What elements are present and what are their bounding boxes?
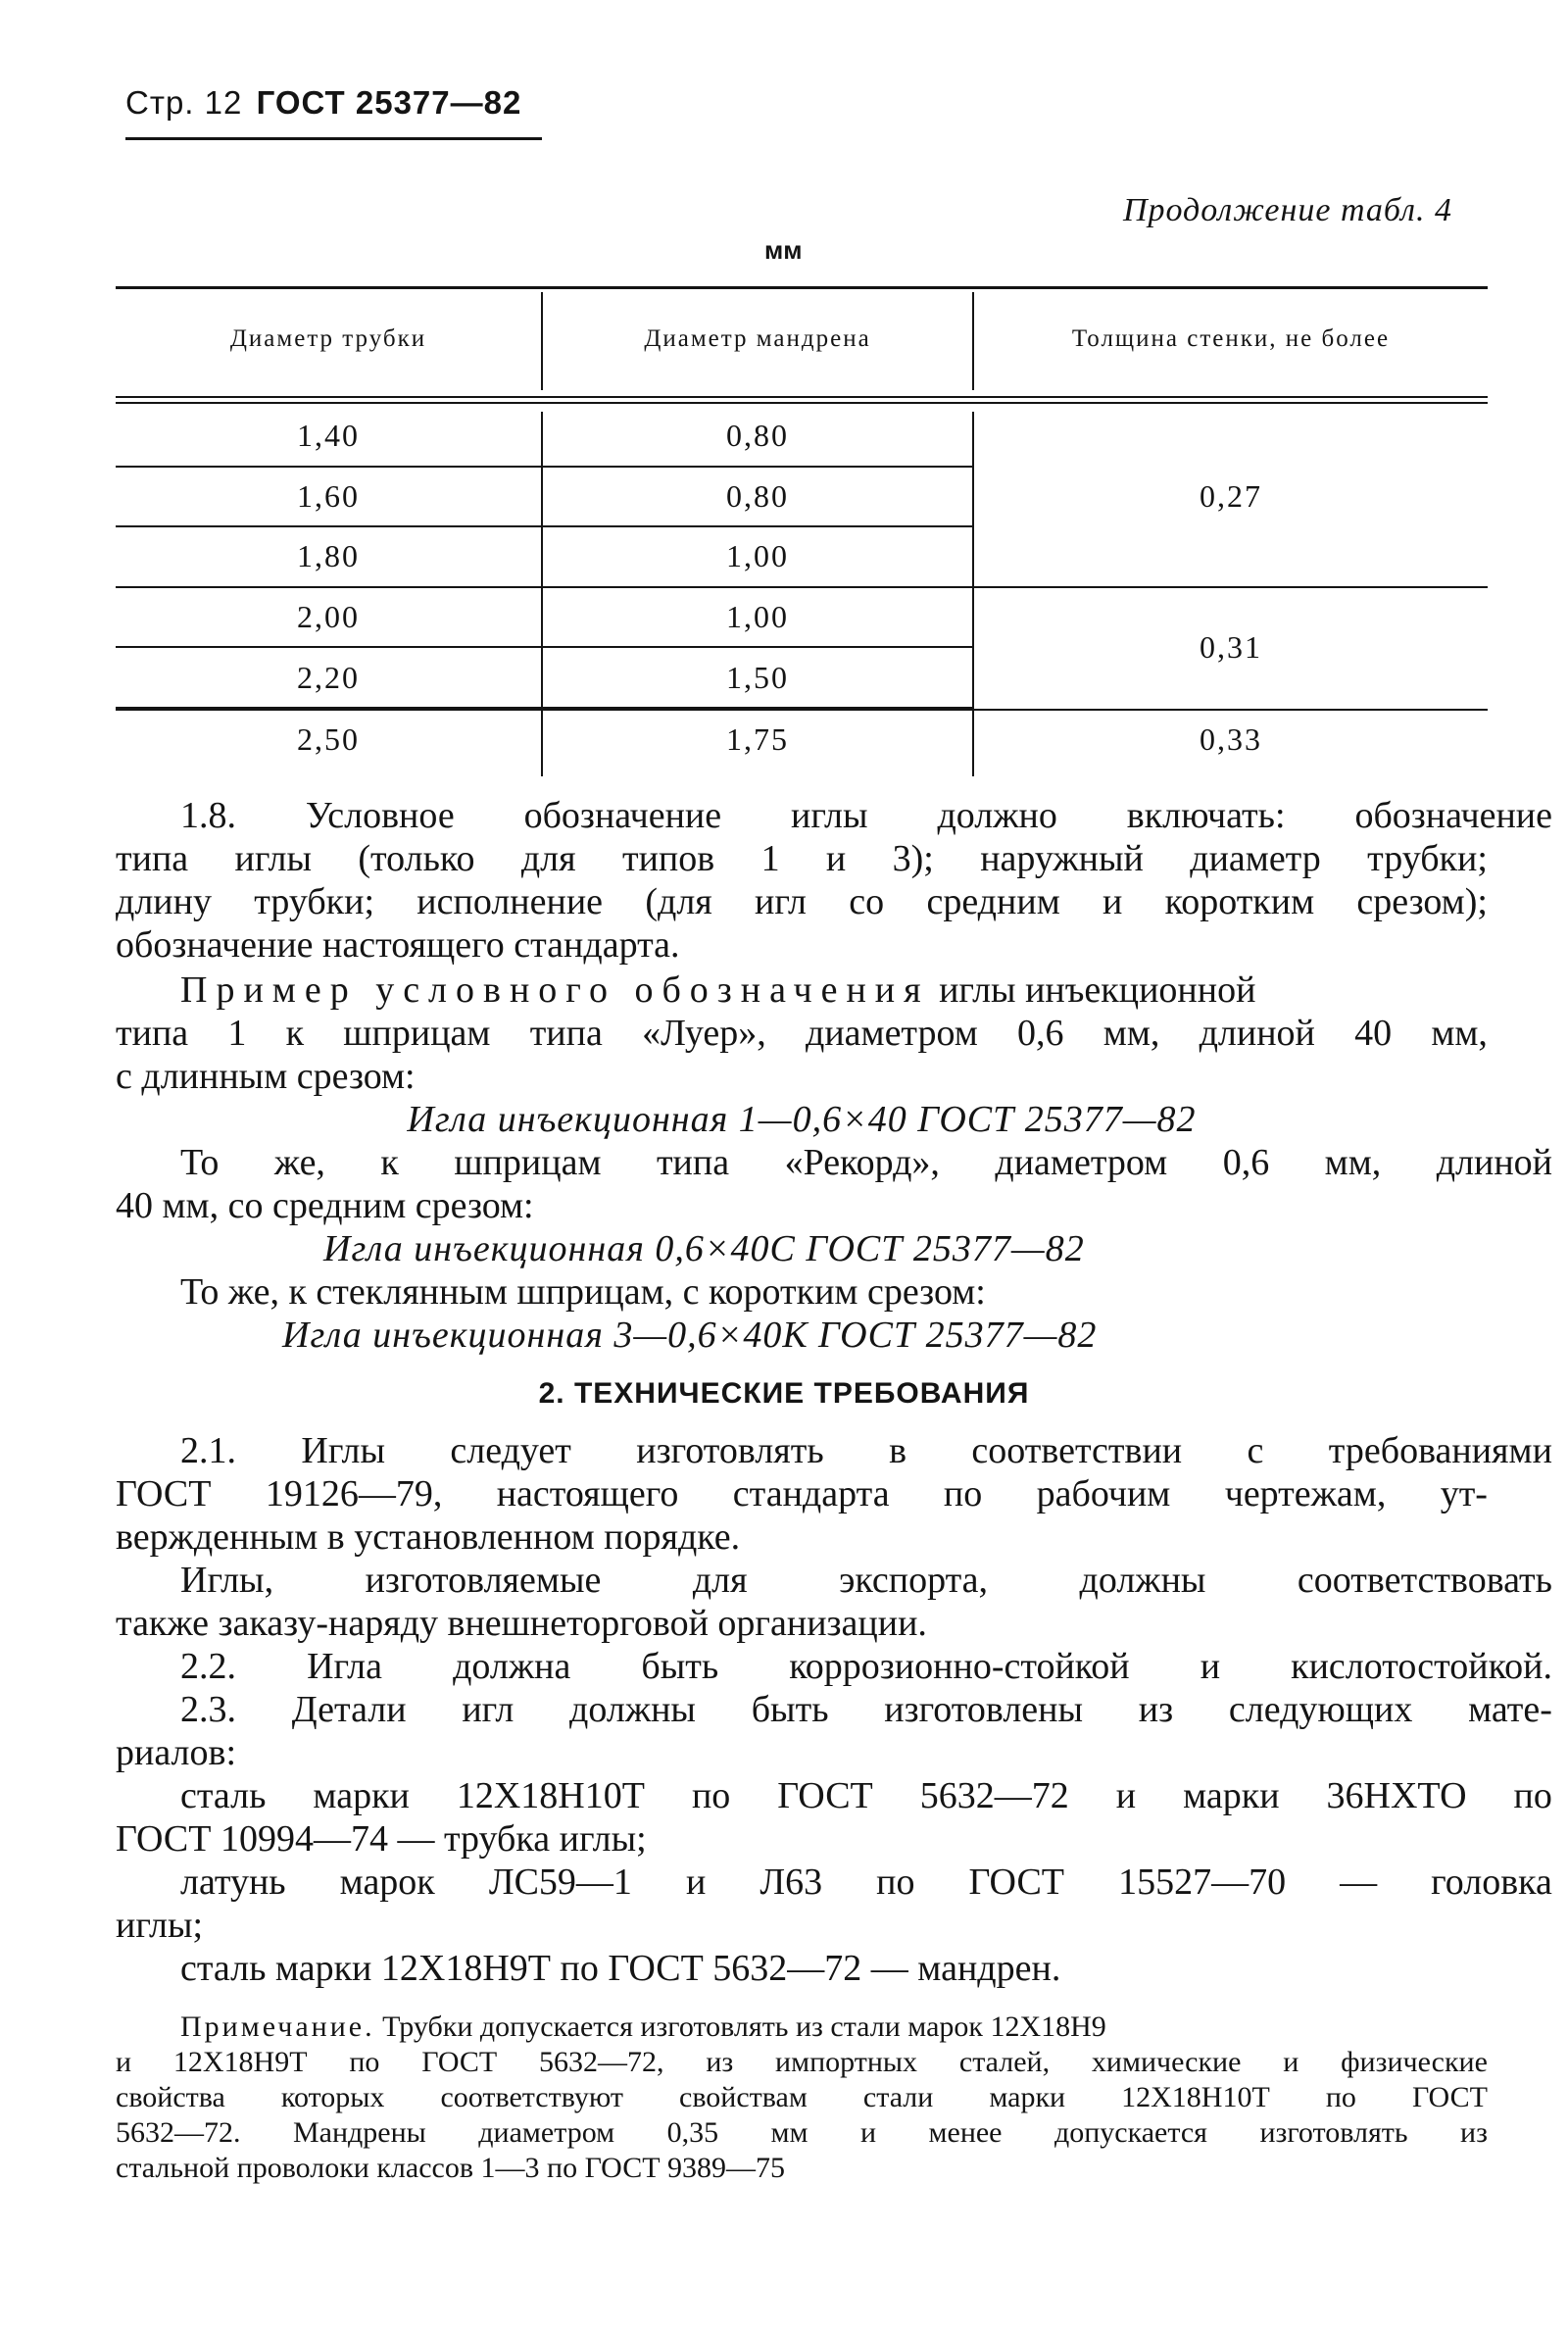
text-line: длину трубки; исполнение (для игл со средним и коротким срезом); bbox=[116, 881, 1488, 922]
text-line: латунь марок ЛС59—1 и Л63 по ГОСТ 15527—70 — головка bbox=[180, 1861, 1552, 1903]
header-underline bbox=[125, 137, 542, 140]
paragraph-1-8 bbox=[116, 794, 1552, 967]
standard-number: ГОСТ 25377—82 bbox=[256, 84, 522, 121]
column-header-tube-diameter: Диаметр трубки bbox=[229, 325, 427, 352]
text-line: с длинным срезом: bbox=[116, 1056, 416, 1097]
text-line: То же, к стеклянным шприцам, с коротким срезом: bbox=[180, 1271, 986, 1313]
note-lead-rest: Трубки допускается изготовлять из стали марок 12Х18Н9 bbox=[382, 2010, 1106, 2043]
table-cell: 2,50 bbox=[297, 721, 360, 757]
text-line: сталь марки 12Х18Н10Т по ГОСТ 5632—72 и марки 36НХТО по bbox=[180, 1775, 1552, 1816]
table-cell: 1,50 bbox=[726, 660, 789, 695]
table-cell: 2,00 bbox=[297, 599, 360, 634]
page-number: Стр. 12 bbox=[125, 84, 243, 121]
example-lead: Пример условного обозначения bbox=[180, 969, 930, 1011]
column-header-mandrel-diameter: Диаметр мандрена bbox=[644, 325, 871, 352]
designation-1: Игла инъекционная 1—0,6×40 ГОСТ 25377—82 bbox=[407, 1099, 1197, 1140]
table-top-rule bbox=[116, 286, 1488, 289]
designation-3: Игла инъекционная 3—0,6×40К ГОСТ 25377—82 bbox=[282, 1315, 1098, 1356]
table-cell: 1,60 bbox=[297, 478, 360, 514]
table-cell: 0,33 bbox=[1200, 721, 1262, 757]
table-cell: 1,00 bbox=[726, 538, 789, 573]
table-unit: мм bbox=[764, 235, 803, 265]
text-line: ГОСТ 19126—79, настоящего стандарта по рабочим чертежам, ут- bbox=[116, 1473, 1488, 1514]
row-separator bbox=[116, 525, 972, 527]
text-line: стальной проволоки классов 1—3 по ГОСТ 9389—75 bbox=[116, 2152, 786, 2184]
text-line: иглы; bbox=[116, 1905, 204, 1946]
text-line: и 12Х18Н9Т по ГОСТ 5632—72, из импортных сталей, химические и физические bbox=[116, 2046, 1488, 2078]
page-header bbox=[125, 84, 521, 123]
table-continuation-caption: Продолжение табл. 4 bbox=[1122, 192, 1452, 228]
table-cell: 2,20 bbox=[297, 660, 360, 695]
text-line bbox=[116, 2010, 1488, 2045]
text-line: Иглы, изготовляемые для экспорта, должны соответствовать bbox=[180, 1560, 1552, 1601]
example-lead-rest: иглы инъекционной bbox=[939, 969, 1256, 1011]
row-separator bbox=[116, 586, 972, 588]
text-line: 2.2. Игла должна быть коррозионно-стойкой и кислотостойкой. bbox=[180, 1646, 1552, 1687]
text-line: 5632—72. Мандрены диаметром 0,35 мм и менее допускается изготовлять из bbox=[116, 2116, 1488, 2149]
note bbox=[116, 2010, 1488, 2186]
text-line bbox=[116, 968, 1488, 1012]
text-line: сталь марки 12Х18Н9Т по ГОСТ 5632—72 — мандрен. bbox=[180, 1948, 1061, 1989]
text-line: свойства которых соответствуют свойствам стали марки 12Х18Н10Т по ГОСТ bbox=[116, 2081, 1488, 2113]
table-cell: 1,75 bbox=[726, 721, 789, 757]
row-separator bbox=[116, 466, 972, 468]
table-cell: 1,80 bbox=[297, 538, 360, 573]
data-table bbox=[116, 286, 1488, 781]
table-cell: 0,80 bbox=[726, 418, 789, 453]
text-line: вержденным в установленном порядке. bbox=[116, 1516, 741, 1558]
header-rule-upper bbox=[116, 396, 1488, 398]
group-separator bbox=[974, 586, 1488, 588]
note-label: Примечание. bbox=[180, 2010, 375, 2043]
text-line: обозначение настоящего стандарта. bbox=[116, 924, 680, 966]
section-2-text bbox=[116, 1429, 1552, 1990]
text-line: 2.1. Иглы следует изготовлять в соответствии с требованиями bbox=[180, 1430, 1552, 1471]
text-line: 1.8. Условное обозначение иглы должно включать: обозначение bbox=[180, 795, 1552, 836]
text-line: также заказу-наряду внешнеторговой организации. bbox=[116, 1603, 927, 1644]
column-header-wall-thickness: Толщина стенки, не более bbox=[1071, 325, 1391, 352]
designation-example bbox=[116, 968, 1552, 1357]
group-separator bbox=[116, 709, 1488, 711]
table-cell: 1,00 bbox=[726, 599, 789, 634]
table-cell: 0,31 bbox=[1200, 629, 1262, 665]
row-separator bbox=[116, 646, 972, 648]
text-line: риалов: bbox=[116, 1732, 236, 1773]
header-rule-lower bbox=[116, 402, 1488, 404]
table-cell: 0,80 bbox=[726, 478, 789, 514]
text-line: типа 1 к шприцам типа «Луер», диаметром 0,6 мм, длиной 40 мм, bbox=[116, 1013, 1488, 1054]
text-line: То же, к шприцам типа «Рекорд», диаметром 0,6 мм, длиной bbox=[180, 1142, 1552, 1183]
table-cell: 0,27 bbox=[1200, 478, 1262, 514]
text-line: типа иглы (только для типов 1 и 3); наружный диаметр трубки; bbox=[116, 838, 1488, 879]
table-cell: 1,40 bbox=[297, 418, 360, 453]
designation-2: Игла инъекционная 0,6×40С ГОСТ 25377—82 bbox=[323, 1228, 1085, 1269]
text-line: ГОСТ 10994—74 — трубка иглы; bbox=[116, 1818, 647, 1860]
section-title: 2. ТЕХНИЧЕСКИЕ ТРЕБОВАНИЯ bbox=[538, 1377, 1030, 1410]
text-line: 2.3. Детали игл должны быть изготовлены из следующих мате- bbox=[180, 1689, 1552, 1730]
text-line: 40 мм, со средним срезом: bbox=[116, 1185, 534, 1226]
